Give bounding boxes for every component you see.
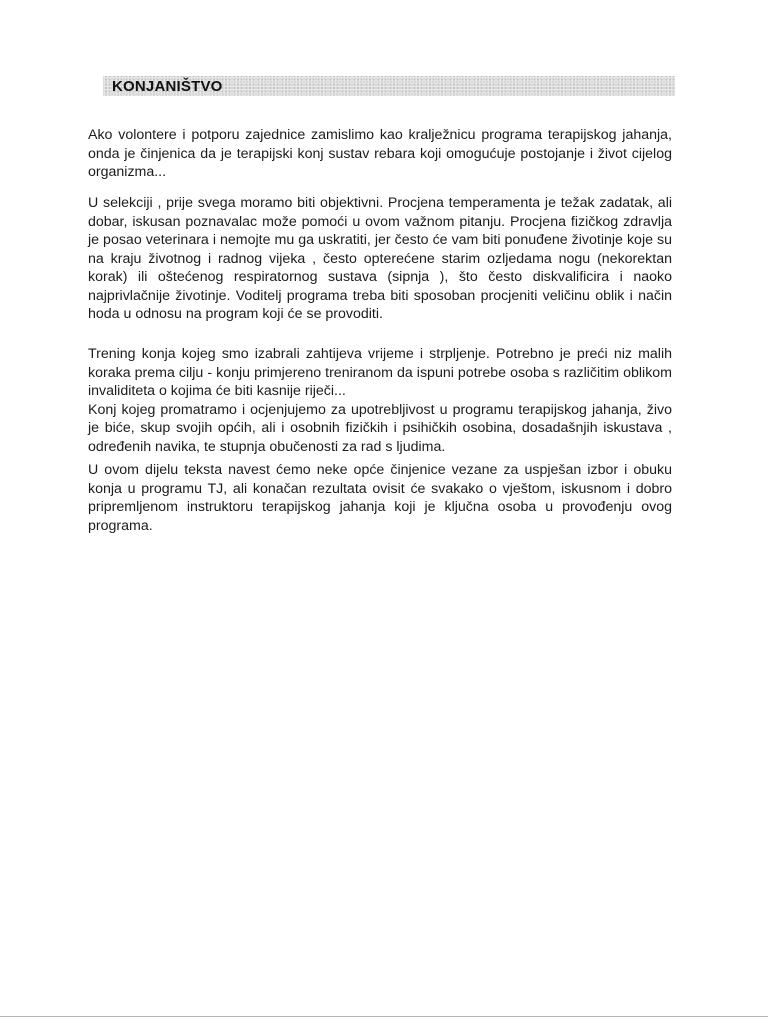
paragraph-selection: U selekciji , prije svega moramo biti objektivni. Procjena temperamenta je težak zadatak, ali dobar, iskusan poznavalac može pomoći u ovom važnom pitanju. Procjena fizičkog zdravlja je posao veterinara i nemojte mu ga uskratiti, jer često će vam biti ponuđene životinje koje su na kraju životnog i radnog vijeka , često opterećene starim ozljedama nogu (nekorektan korak) ili oštećenog respiratornog sustava (sipnja ), što često diskvalificira i naoko najprivlačnije životinje. Voditelj programa treba biti sposoban procjeniti veličinu oblik i način hoda u odnosu na program koji će se provoditi.: [88, 195, 672, 322]
page-bottom-rule: [0, 1016, 768, 1017]
paragraph-general-facts: U ovom dijelu teksta navest ćemo neke opće činjenice vezane za uspješan izbor i obuku konja u programu TJ, ali konačan rezultata ovisit će svakako o vještom, iskusnom i dobro pripremljenom instruktoru terapijskog jahanja koji je ključna osoba u provođenju ovog programa.: [88, 462, 672, 534]
section-heading: KONJANIŠTVO: [112, 78, 223, 95]
paragraph-volunteers: Ako volontere i potporu zajednice zamislimo kao kralježnicu programa terapijskog jahanja, onda je činjenica da je terapijski konj sustav rebara koji omogućuje postojanje i život cijelog organizma...: [88, 127, 672, 180]
paragraph-training: Trening konja kojeg smo izabrali zahtijeva vrijeme i strpljenje. Potrebno je preći niz malih koraka prema cilju - konju primjereno treniranom da ispuni potrebe osoba s različitim oblikom invaliditeta o kojima će biti kasnije riječi... Konj kojeg promatramo i ocjenjujemo za upotrebljivost u programu terapijskog jahanja, živo je biće, skup svojih općih, ali i osobnih fizičkih i psihičkih osobina, dosadašnjih iskustava , određenih navika, te stupnja obučenosti za rad s ljudima.: [88, 346, 672, 455]
